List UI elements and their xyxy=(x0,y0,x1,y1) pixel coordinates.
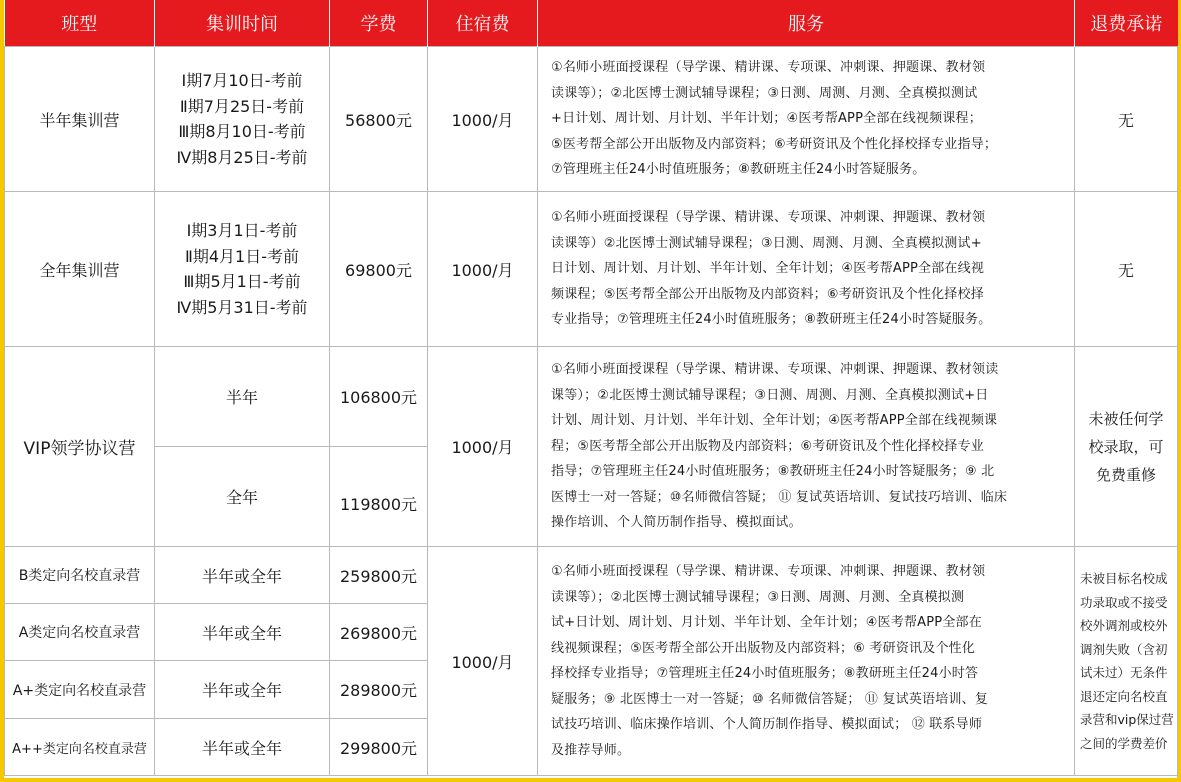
pricing-table xyxy=(4,0,1178,776)
refund-line: 校录取，可 xyxy=(1088,437,1164,456)
services-line: ⑦管理班主任24小时值班服务；⑧教研班主任24小时答疑服务。 xyxy=(551,162,926,178)
class-name: 半年集训营 xyxy=(5,47,155,192)
services-line: ①名师小班面授课程（导学课、精讲课、专项课、冲刺课、押题课、教材领读 xyxy=(551,362,999,378)
period-item: Ⅲ期8月10日-考前 xyxy=(178,122,306,141)
refund-line: 退还定向名校直 xyxy=(1080,688,1168,704)
refund-value: 无 xyxy=(1075,47,1178,192)
services-line: 试技巧培训、临床操作培训、个人简历制作指导、模拟面试； ⑫ 联系导师 xyxy=(551,717,983,732)
tuition-value: 299800元 xyxy=(330,719,428,776)
refund-value xyxy=(1075,347,1178,547)
class-name: A类定向名校直录营 xyxy=(5,604,155,661)
services-line: 试+日计划、周计划、月计划、半年计划、全年计划；④医考帮APP全部在 xyxy=(551,615,982,630)
table-row-direct-b xyxy=(5,547,1178,604)
period-item: Ⅰ期7月10日-考前 xyxy=(181,71,303,90)
refund-line: 免费重修 xyxy=(1095,465,1156,484)
header-lodging: 住宿费 xyxy=(428,0,538,47)
table-row-full-year xyxy=(5,192,1178,347)
services-line: 计划、周计划、月计划、半年计划、全年计划；④医考帮APP全部在线视频课 xyxy=(551,413,998,429)
class-name: 全年集训营 xyxy=(5,192,155,347)
services-text xyxy=(538,547,1075,776)
period-value: 半年或全年 xyxy=(155,719,330,776)
services-line: 课等）；②北医博士测试辅导课程；③日测、周测、月测、全真模拟测试+日 xyxy=(551,387,989,403)
lodging-value: 1000/月 xyxy=(428,347,538,547)
services-line: 指导；⑦管理班主任24小时值班服务；⑧教研班主任24小时答疑服务；⑨ 北 xyxy=(551,464,995,480)
period-item: Ⅱ期7月25日-考前 xyxy=(179,96,305,116)
lodging-value: 1000/月 xyxy=(428,192,538,347)
refund-line: 功录取或不接受 xyxy=(1080,594,1168,610)
services-line: 择校择专业指导；⑦管理班主任24小时值班服务；⑧教研班主任24小时答 xyxy=(551,666,979,681)
services-line: +日计划、周计划、月计划、半年计划；④医考帮APP全部在线视频课程； xyxy=(551,111,982,127)
refund-line: 试未过）无条件 xyxy=(1080,665,1168,680)
tuition-value: 56800元 xyxy=(330,47,428,192)
services-line: 日计划、周计划、月计划、半年计划、全年计划；④医考帮APP全部在线视 xyxy=(551,261,985,277)
period-list xyxy=(155,192,330,347)
services-line: ①名师小班面授课程（导学课、精讲课、专项课、冲刺课、押题课、教材领 xyxy=(551,564,986,579)
period-value: 半年或全年 xyxy=(155,547,330,604)
services-line: 专业指导；⑦管理班主任24小时值班服务；⑧教研班主任24小时答疑服务。 xyxy=(551,312,992,328)
lodging-value: 1000/月 xyxy=(428,547,538,776)
class-name: VIP领学协议营 xyxy=(5,347,155,547)
period-value: 半年 xyxy=(155,347,330,447)
tuition-value: 259800元 xyxy=(330,547,428,604)
header-training-time: 集训时间 xyxy=(155,0,330,47)
period-item: Ⅲ期5月1日-考前 xyxy=(183,272,301,291)
period-value: 全年 xyxy=(155,447,330,547)
header-class-type: 班型 xyxy=(5,0,155,47)
tuition-value: 106800元 xyxy=(330,347,428,447)
lodging-value: 1000/月 xyxy=(428,47,538,192)
services-line: 读课等）；②北医博士测试辅导课程；③日测、周测、月测、全真模拟测试 xyxy=(551,85,978,101)
table-row-vip-half xyxy=(5,347,1178,447)
refund-line: 之间的学费差价 xyxy=(1080,735,1168,751)
services-text xyxy=(538,192,1075,347)
refund-line: 调剂失败（含初 xyxy=(1080,641,1168,657)
refund-line: 未被任何学 xyxy=(1088,409,1164,428)
class-name: A++类定向名校直录营 xyxy=(5,719,155,776)
header-tuition: 学费 xyxy=(330,0,428,47)
refund-line: 校外调剂或校外 xyxy=(1080,618,1168,633)
header-row xyxy=(5,0,1178,47)
services-line: 读课等）②北医博士测试辅导课程；③日测、周测、月测、全真模拟测试+ xyxy=(551,235,982,251)
tuition-value: 69800元 xyxy=(330,192,428,347)
services-line: 频课程；⑤医考帮全部公开出版物及内部资料；⑥考研资讯及个性化择校择 xyxy=(551,286,984,302)
services-text xyxy=(538,47,1075,192)
refund-value xyxy=(1075,547,1178,776)
services-line: 程；⑤医考帮全部公开出版物及内部资料；⑥考研资讯及个性化择校择专业 xyxy=(551,438,984,454)
class-name: A+类定向名校直录营 xyxy=(5,661,155,719)
pricing-table-frame xyxy=(4,0,1177,778)
class-name: B类定向名校直录营 xyxy=(5,547,155,604)
services-line: 读课等）；②北医博士测试辅导课程；③日测、周测、月测、全真模拟测 xyxy=(551,589,965,605)
period-item: Ⅱ期4月1日-考前 xyxy=(184,246,299,266)
services-line: ①名师小班面授课程（导学课、精讲课、专项课、冲刺课、押题课、教材领 xyxy=(551,210,986,226)
services-line: 线视频课程；⑤医考帮全部公开出版物及内部资料；⑥ 考研资讯及个性化 xyxy=(551,640,976,656)
period-list xyxy=(155,47,330,192)
header-refund: 退费承诺 xyxy=(1075,0,1178,47)
services-line: 医博士一对一答疑；⑩名师微信答疑； ⑪ 复试英语培训、复试技巧培训、临床 xyxy=(551,489,1008,505)
services-line: 操作培训、个人简历制作指导、模拟面试。 xyxy=(551,515,802,531)
services-line: 及推荐导师。 xyxy=(551,742,631,758)
period-item: Ⅰ期3月1日-考前 xyxy=(186,221,298,240)
tuition-value: 119800元 xyxy=(330,447,428,547)
refund-line: 未被目标名校成 xyxy=(1080,571,1168,586)
tuition-value: 269800元 xyxy=(330,604,428,661)
services-text xyxy=(538,347,1075,547)
period-item: Ⅳ期8月25日-考前 xyxy=(176,147,308,167)
services-line: ①名师小班面授课程（导学课、精讲课、专项课、冲刺课、押题课、教材领 xyxy=(551,60,986,76)
tuition-value: 289800元 xyxy=(330,661,428,719)
refund-line: 录营和vip保过营 xyxy=(1080,712,1174,727)
period-value: 半年或全年 xyxy=(155,604,330,661)
period-item: Ⅳ期5月31日-考前 xyxy=(176,297,308,317)
refund-value: 无 xyxy=(1075,192,1178,347)
services-line: 疑服务；⑨ 北医博士一对一答疑；⑩ 名师微信答疑； ⑪ 复试英语培训、复 xyxy=(551,691,989,707)
header-services: 服务 xyxy=(538,0,1075,47)
services-line: ⑤医考帮全部公开出版物及内部资料；⑥考研资讯及个性化择校择专业指导； xyxy=(551,136,998,152)
period-value: 半年或全年 xyxy=(155,661,330,719)
table-row-half-year xyxy=(5,47,1178,192)
